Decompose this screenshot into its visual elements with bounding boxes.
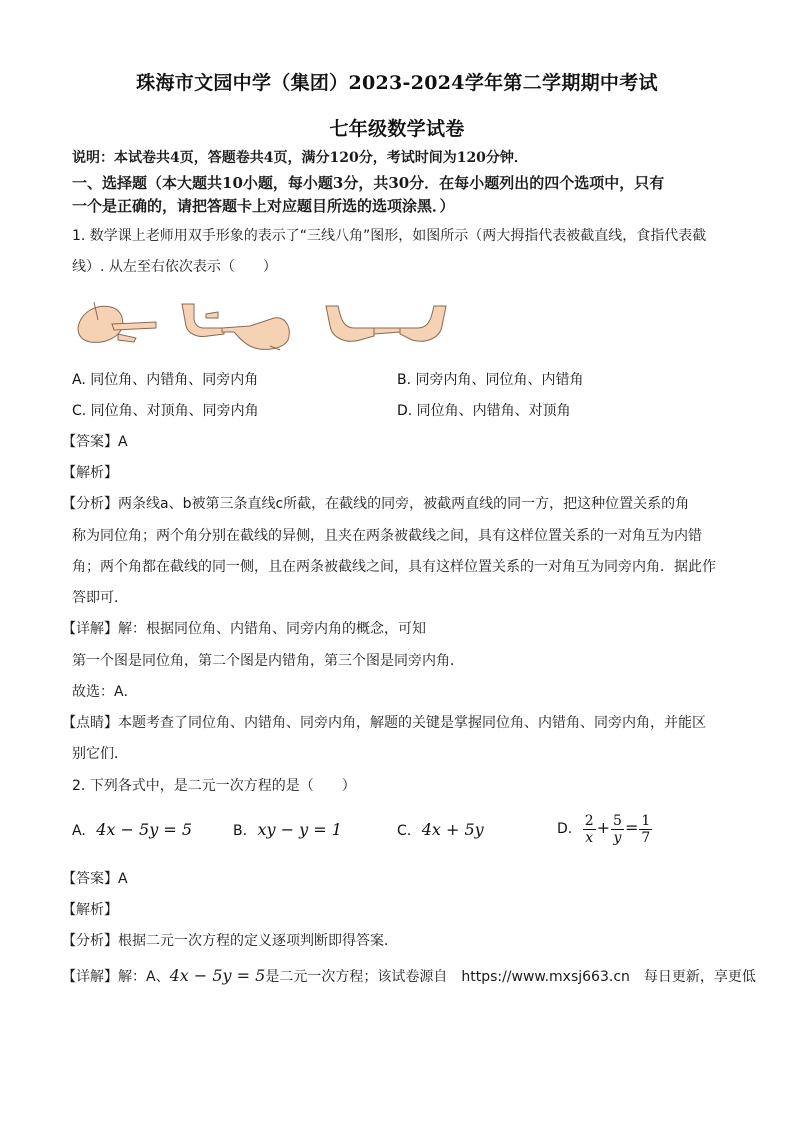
three-lines-eight-angles-figure [74, 298, 464, 354]
q1-detail-line1: 【详解】解：根据同位角、内错角、同旁内角的概念，可知 [62, 621, 426, 637]
q1-fenxi-line2: 称为同位角；两个角分别在截线的异侧，且夹在两条被截线之间，具有这样位置关系的一对角互为内错 [72, 528, 702, 544]
q1-fenxi-line3: 角；两个角都在截线的同一侧，且在两条被截线之间，具有这样位置关系的一对角互为同旁内角．据此作 [72, 559, 716, 575]
q2-option-a-label: A. [72, 823, 86, 839]
q2-option-c [397, 820, 484, 841]
q2-option-d [557, 808, 653, 849]
q1-option-d: D. 同位角、内错角、对顶角 [397, 403, 571, 419]
q2-option-a [72, 820, 192, 841]
q1-option-c: C. 同位角、对顶角、同旁内角 [72, 403, 259, 419]
q2-option-b-label: B. [233, 823, 248, 839]
q1-stem-line1: 1. 数学课上老师用双手形象的表示了“三线八角”图形，如图所示（两大拇指代表被截直线，食指代表截 [72, 228, 707, 244]
q2-option-c-label: C. [397, 823, 412, 839]
q2-answer: 【答案】A [62, 871, 128, 887]
q1-answer: 【答案】A [62, 434, 128, 450]
q2-option-d-frac3: $\frac{1}{7}$ [641, 812, 651, 846]
hands-same-side-interior-angles-icon [326, 306, 446, 341]
q1-fenxi-line4: 答即可． [72, 590, 128, 606]
q2-fenxi: 【分析】根据二元一次方程的定义逐项判断即得答案． [62, 933, 398, 949]
q1-option-b: B. 同旁内角、同位角、内错角 [397, 372, 584, 388]
q2-option-d-equals: = [624, 818, 639, 837]
section1-heading-line1: 一、选择题（本大题共10小题，每小题3分，共30分．在每小题列出的四个选项中，只有 [72, 174, 665, 192]
q1-fenxi-line1: 【分析】两条线a、b被第三条直线c所截，在截线的同旁，被截两直线的同一方，把这种位置关系的角 [62, 496, 690, 512]
section1-heading-line2: 一个是正确的，请把答题卡上对应题目所选的选项涂黑．） [72, 197, 455, 215]
q2-detail-expr: 4x − 5y = 5 [169, 966, 266, 985]
q2-option-b-expr: xy − y = 1 [257, 820, 342, 839]
exam-title: 珠海市文园中学（集团）2023-2024学年第二学期期中考试 [136, 72, 658, 94]
q1-option-a: A. 同位角、内错角、同旁内角 [72, 372, 259, 388]
exam-subtitle: 七年级数学试卷 [329, 118, 465, 140]
q2-analysis-tag: 【解析】 [62, 902, 118, 918]
q1-detail-line2: 第一个图是同位角，第二个图是内错角，第三个图是同旁内角． [72, 653, 464, 669]
hands-alternate-interior-angles-icon [182, 304, 289, 350]
q2-detail [62, 966, 756, 987]
q1-analysis-tag: 【解析】 [62, 465, 118, 481]
q1-stem-line2: 线）. 从左至右依次表示（ ） [72, 259, 277, 275]
hands-corresponding-angles-icon [78, 302, 156, 342]
q2-detail-suffix: 是二元一次方程；该试卷源自 https://www.mxsj663.cn 每日更新，享更低 [265, 969, 756, 985]
q1-comment-line1: 【点睛】本题考查了同位角、内错角、同旁内角，解题的关键是掌握同位角、内错角、同旁内角，并能区 [62, 715, 706, 731]
q2-option-c-expr: 4x + 5y [421, 820, 484, 839]
q2-option-d-plus: + [596, 818, 611, 837]
q2-option-d-frac1: $\frac{2}{x}$ [584, 812, 594, 846]
q1-choose: 故选：A． [72, 684, 138, 700]
q2-option-d-frac2: $\frac{5}{y}$ [613, 812, 622, 846]
q1-comment-line2: 别它们． [72, 746, 128, 762]
q2-option-d-label: D. [557, 821, 573, 837]
q2-detail-prefix: 【详解】解：A、 [62, 969, 170, 985]
q2-option-a-expr: 4x − 5y = 5 [96, 820, 192, 839]
instructions: 说明：本试卷共4页，答题卷共4页，满分120分，考试时间为120分钟． [72, 150, 528, 166]
q2-option-b [233, 820, 342, 841]
q2-stem: 2. 下列各式中，是二元一次方程的是（ ） [72, 778, 356, 794]
